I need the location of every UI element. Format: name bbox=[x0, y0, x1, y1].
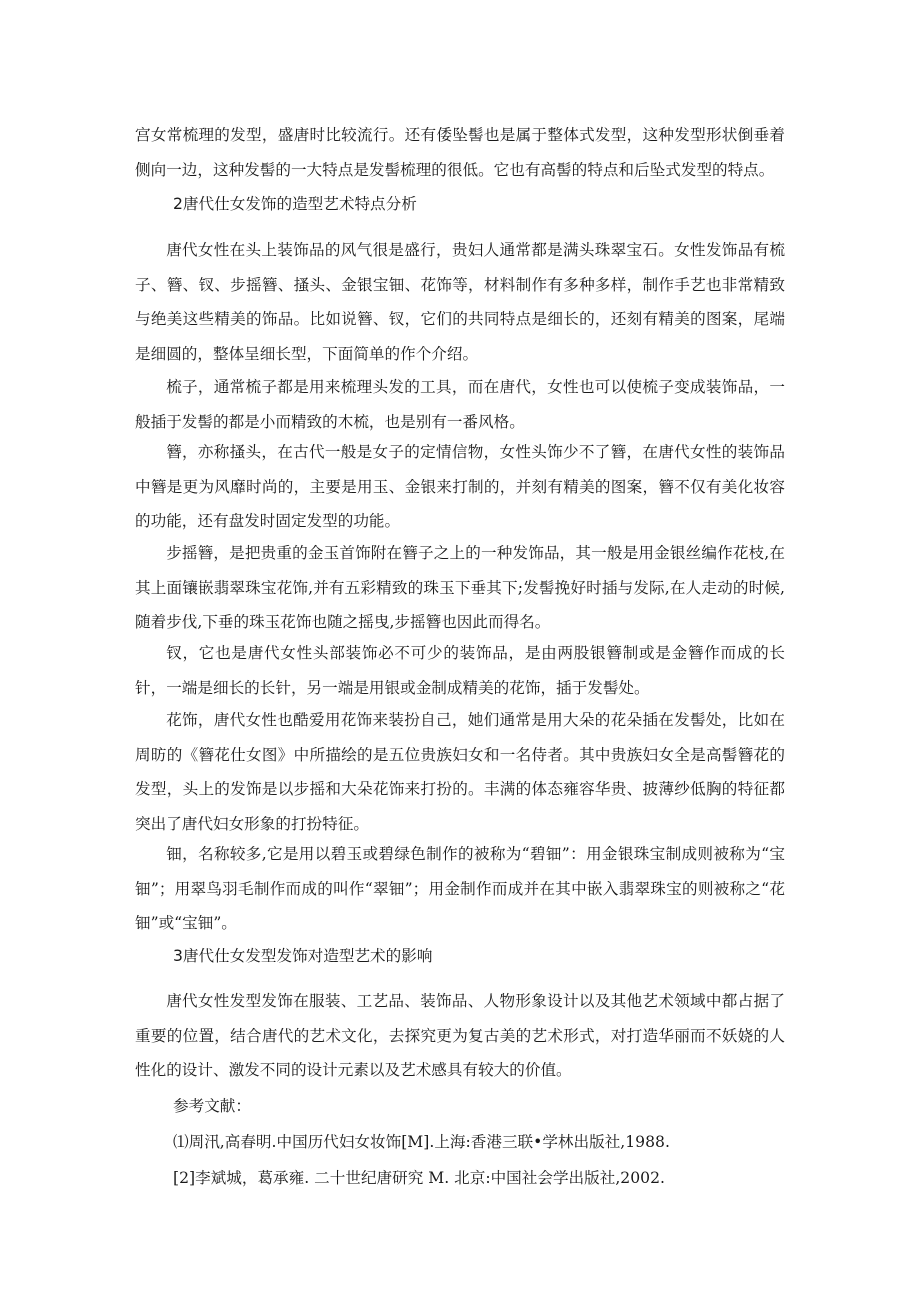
paragraph-chai: 钗，它也是唐代女性头部装饰必不可少的装饰品，是由两股银簪制或是金簪作而成的长针，一端是细长的长针，另一端是用银或金制成精美的花饰，插于发髻处。 bbox=[135, 644, 785, 697]
reference-item-2: [2]李斌城，葛承雍. 二十世纪唐研究 M. 北京:中国社会学出版社,2002. bbox=[173, 1169, 665, 1187]
paragraph-comb: 梳子，通常梳子都是用来梳理头发的工具，而在唐代，女性也可以使梳子变成装饰品，一般插于发髻的都是小而精致的木梳，也是别有一番风格。 bbox=[135, 378, 785, 431]
paragraph-ornaments-intro: 唐代女性在头上装饰品的风气很是盛行，贵妇人通常都是满头珠翠宝石。女性发饰品有梳子、簪、钗、步摇簪、搔头、金银宝钿、花饰等，材料制作有多种多样，制作手艺也非常精致与绝美这些精美的饰品。比如说簪、钗，它们的共同特点是细长的，还刻有精美的图案，尾端是细圆的，整体呈细长型，下面简单的作个介绍。 bbox=[135, 241, 785, 363]
paragraph-influence: 唐代女性发型发饰在服装、工艺品、装饰品、人物形象设计以及其他艺术领域中都占据了重要的位置，结合唐代的艺术文化，去探究更为复古美的艺术形式，对打造华丽而不妖娆的人性化的设计、激发不同的设计元素以及艺术感具有较大的价值。 bbox=[135, 992, 785, 1079]
paragraph-buyao: 步摇簪，是把贵重的金玉首饰附在簪子之上的一种发饰品，其一般是用金银丝编作花枝,在其上面镶嵌翡翠珠宝花饰,并有五彩精致的珠玉下垂其下;发髻挽好时插与发际,在人走动的时候,随着步伐,下垂的珠玉花饰也随之摇曳,步摇簪也因此而得名。 bbox=[135, 544, 785, 631]
reference-item-1: ⑴周汛,高春明.中国历代妇女妆饰[M].上海:香港三联•学林出版社,1988. bbox=[173, 1133, 670, 1151]
paragraph-flower: 花饰，唐代女性也酷爱用花饰来装扮自己，她们通常是用大朵的花朵插在发髻处，比如在周昉的《簪花仕女图》中所描绘的是五位贵族妇女和一名侍者。其中贵族妇女全是高髻簪花的发型，头上的发饰是以步摇和大朵花饰来打扮的。丰满的体态雍容华贵、披薄纱低胸的特征都突出了唐代妇女形象的打扮特征。 bbox=[135, 711, 785, 833]
references-title: 参考文献： bbox=[173, 1097, 251, 1115]
section-heading-3: 3唐代仕女发型发饰对造型艺术的影响 bbox=[173, 947, 433, 965]
section-heading-2: 2唐代仕女发饰的造型艺术特点分析 bbox=[173, 195, 417, 213]
paragraph-zan: 簪，亦称搔头，在古代一般是女子的定情信物，女性头饰少不了簪，在唐代女性的装饰品中簪是更为风靡时尚的，主要是用玉、金银来打制的，并刻有精美的图案，簪不仅有美化妆容的功能，还有盘发时固定发型的功能。 bbox=[135, 443, 785, 530]
paragraph-hairstyle-continued: 宫女常梳理的发型，盛唐时比较流行。还有倭坠髻也是属于整体式发型，这种发型形状倒垂着侧向一边，这种发髻的一大特点是发髻梳理的很低。它也有高髻的特点和后坠式发型的特点。 bbox=[135, 126, 785, 179]
paragraph-dian: 钿，名称较多,它是用以碧玉或碧绿色制作的被称为“碧钿”：用金银珠宝制成则被称为“宝钿”；用翠鸟羽毛制作而成的叫作“翠钿”；用金制作而成并在其中嵌入翡翠珠宝的则被称之“花钿”或“宝钿”。 bbox=[135, 845, 785, 932]
